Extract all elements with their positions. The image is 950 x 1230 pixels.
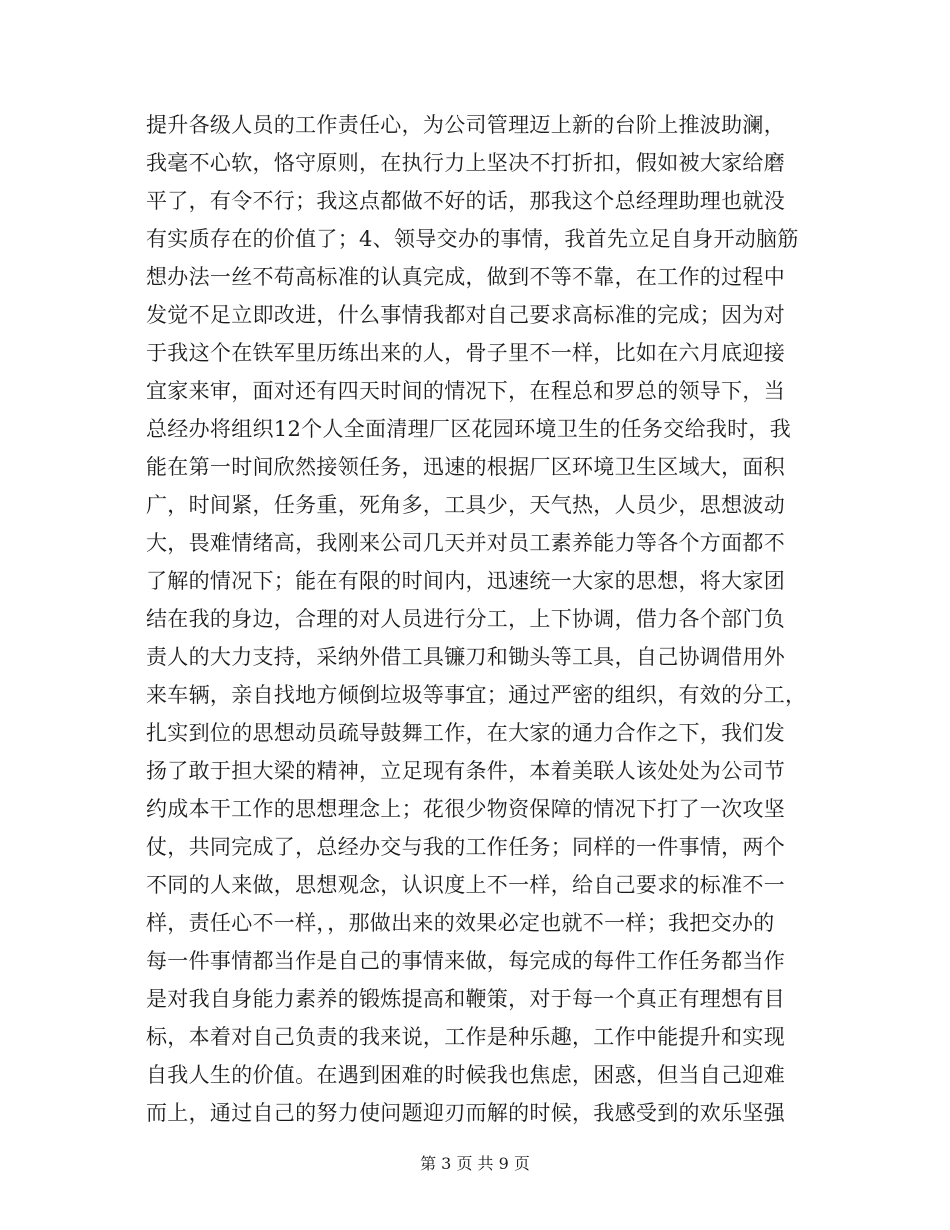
text-line: 而上，通过自己的努力使问题迎刃而解的时候，我感受到的欢乐坚强 [146,1101,785,1125]
text-line: 自我人生的价值。在遇到困难的时候我也焦虑，困惑，但当自己迎难 [146,1063,785,1087]
text-line: 扬了敢于担大梁的精神，立足现有条件，本着美联人该处处为公司节 [146,759,785,783]
text-line: 仗，共同完成了，总经办交与我的工作任务；同样的一件事情，两个 [146,835,785,859]
text-line: 结在我的身边，合理的对人员进行分工，上下协调，借力各个部门负 [146,607,785,631]
text-line: 想办法一丝不苟高标准的认真完成，做到不等不靠，在工作的过程中 [146,265,785,289]
page-number-footer: 第 3 页 共 9 页 [420,1154,530,1173]
body-text [146,106,816,1132]
text-line: 不同的人来做，思想观念，认识度上不一样，给自己要求的标准不一 [146,873,785,897]
text-line: 发觉不足立即改进，什么事情我都对自己要求高标准的完成；因为对 [146,303,785,327]
text-line: 广，时间紧，任务重，死角多，工具少，天气热，人员少，思想波动 [146,493,785,517]
text-line: 样，责任心不一样，，那做出来的效果必定也就不一样；我把交办的 [146,911,775,935]
text-line: 宜家来审，面对还有四天时间的情况下，在程总和罗总的领导下，当 [146,379,785,403]
text-line: 有实质存在的价值了；4、领导交办的事情，我首先立足自身开动脑筋 [146,227,799,251]
text-line: 标，本着对自己负责的我来说，工作是种乐趣，工作中能提升和实现 [146,1025,785,1049]
text-line: 扎实到位的思想动员疏导鼓舞工作，在大家的通力合作之下，我们发 [146,721,785,745]
text-line: 了解的情况下；能在有限的时间内，迅速统一大家的思想，将大家团 [146,569,785,593]
text-line: 我毫不心软，恪守原则，在执行力上坚决不打折扣，假如被大家给磨 [146,151,785,175]
text-line: 大，畏难情绪高，我刚来公司几天并对员工素养能力等各个方面都不 [146,531,785,555]
text-line: 责人的大力支持，采纳外借工具镰刀和锄头等工具，自己协调借用外 [146,645,785,669]
text-line: 是对我自身能力素养的锻炼提高和鞭策，对于每一个真正有理想有目 [146,987,785,1011]
text-line: 平了，有令不行；我这点都做不好的话，那我这个总经理助理也就没 [146,189,785,213]
text-line: 于我这个在铁军里历练出来的人，骨子里不一样，比如在六月底迎接 [146,341,785,365]
text-line: 约成本干工作的思想理念上；花很少物资保障的情况下打了一次攻坚 [146,797,785,821]
text-line: 能在第一时间欣然接领任务，迅速的根据厂区环境卫生区域大，面积 [146,455,785,479]
text-line: 总经办将组织12个人全面清理厂区花园环境卫生的任务交给我时，我 [146,417,792,441]
text-line: 来车辆，亲自找地方倾倒垃圾等事宜；通过严密的组织，有效的分工， [146,683,807,707]
text-line: 每一件事情都当作是自己的事情来做，每完成的每件工作任务都当作 [146,949,785,973]
text-line: 提升各级人员的工作责任心，为公司管理迈上新的台阶上推波助澜， [146,113,785,137]
